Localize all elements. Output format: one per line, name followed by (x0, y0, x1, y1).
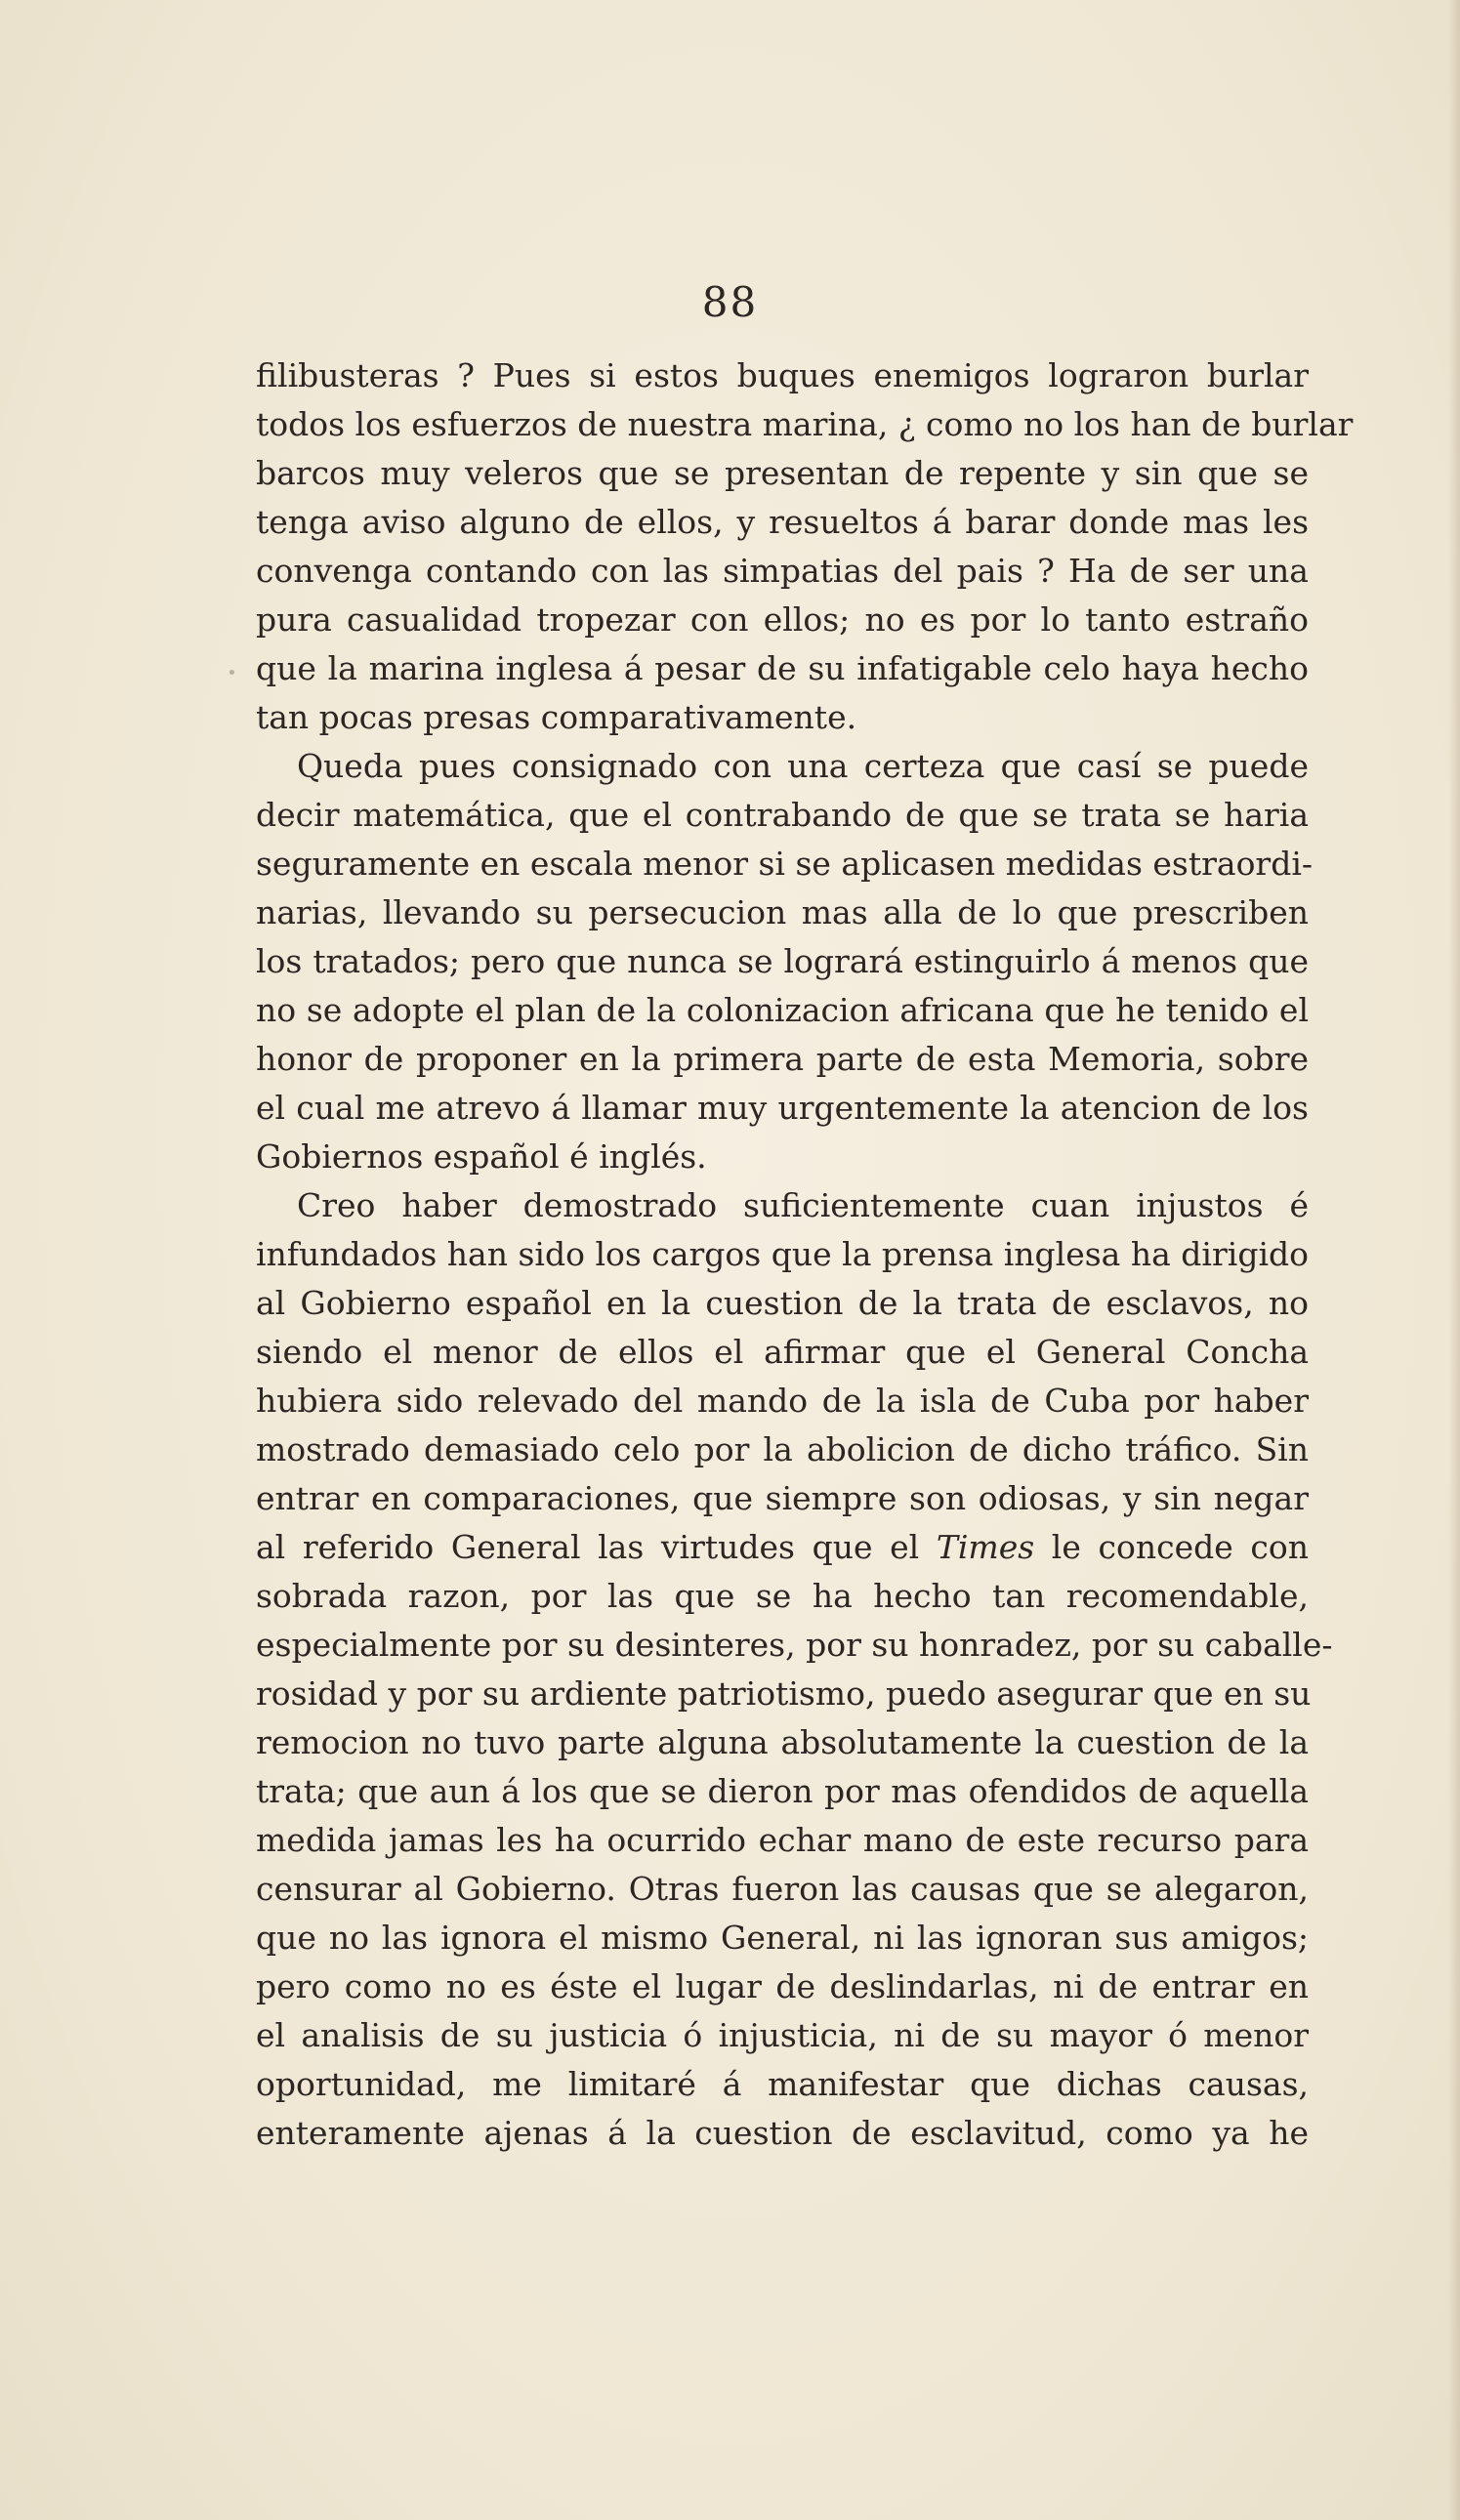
text-line: especialmente por su desinteres, por su honradez, por su caballe- (256, 1626, 1333, 1664)
text-line: barcos muy veleros que se presentan de repente y sin que se (256, 454, 1309, 492)
text-line: que la marina inglesa á pesar de su infatigable celo haya hecho (256, 649, 1309, 687)
paragraph-start-line: Queda pues consignado con una certeza que casí se puede (297, 747, 1309, 785)
text-line: el cual me atrevo á llamar muy urgentemente la atencion de los (256, 1089, 1309, 1127)
text-line: infundados han sido los cargos que la prensa inglesa ha dirigido (256, 1235, 1309, 1273)
body-text (256, 351, 1354, 2158)
text-line: decir matemática, que el contrabando de que se trata se haria (256, 796, 1309, 834)
text-line: no se adopte el plan de la colonizacion africana que he tenido el (256, 991, 1309, 1029)
text-line: trata; que aun á los que se dieron por mas ofendidos de aquella (256, 1772, 1309, 1810)
text-line: tenga aviso alguno de ellos, y resueltos á barar donde mas les (256, 503, 1309, 541)
times-newspaper-name: Times (936, 1528, 1035, 1566)
text-line: mostrado demasiado celo por la abolicion de dicho tráfico. Sin (256, 1430, 1309, 1468)
text-line: censurar al Gobierno. Otras fueron las causas que se alegaron, (256, 1870, 1309, 1908)
text-line: convenga contando con las simpatias del pais ? Ha de ser una (256, 552, 1309, 590)
text-line: rosidad y por su ardiente patriotismo, puedo asegurar que en su (256, 1674, 1312, 1713)
text-line-with-italic (256, 1523, 1309, 1572)
text-line: oportunidad, me limitaré á manifestar que dichas causas, (256, 2065, 1309, 2103)
text-line: sobrada razon, por las que se ha hecho tan recomendable, (256, 1577, 1309, 1615)
text-line: tan pocas presas comparativamente. (256, 698, 857, 736)
text-line: que no las ignora el mismo General, ni las ignoran sus amigos; (256, 1919, 1309, 1957)
page-number: 88 (701, 278, 759, 326)
text-line: pero como no es éste el lugar de deslindarlas, ni de entrar en (256, 1967, 1309, 2005)
page-edge-shadow (1448, 0, 1460, 2520)
text-line: hubiera sido relevado del mando de la isla de Cuba por haber (256, 1382, 1309, 1420)
paragraph-start-line: Creo haber demostrado suficientemente cuan injustos é (297, 1186, 1309, 1224)
margin-speck (229, 670, 234, 675)
text-line: al Gobierno español en la cuestion de la trata de esclavos, no (256, 1284, 1309, 1322)
line-part: al referido General las virtudes que el (256, 1528, 920, 1566)
text-line: Gobiernos español é inglés. (256, 1137, 707, 1176)
text-line: remocion no tuvo parte alguna absolutamente la cuestion de la (256, 1723, 1309, 1761)
text-line: medida jamas les ha ocurrido echar mano de este recurso para (256, 1821, 1309, 1859)
text-line: siendo el menor de ellos el afirmar que el General Concha (256, 1333, 1309, 1371)
text-line: narias, llevando su persecucion mas alla de lo que prescriben (256, 893, 1309, 931)
text-line: honor de proponer en la primera parte de esta Memoria, sobre (256, 1040, 1309, 1078)
text-line: filibusteras ? Pues si estos buques enemigos lograron burlar (256, 356, 1309, 394)
text-line: pura casualidad tropezar con ellos; no es por lo tanto estraño (256, 600, 1309, 639)
text-line: todos los esfuerzos de nuestra marina, ¿ como no los han de burlar (256, 405, 1354, 443)
text-line: seguramente en escala menor si se aplicasen medidas estraordi- (256, 845, 1314, 883)
text-line: enteramente ajenas á la cuestion de esclavitud, como ya he (256, 2114, 1309, 2152)
text-line: los tratados; pero que nunca se logrará estinguirlo á menos que (256, 942, 1309, 980)
line-part: le concede con (1051, 1528, 1309, 1566)
text-line: entrar en comparaciones, que siempre son odiosas, y sin negar (256, 1479, 1309, 1517)
text-line: el analisis de su justicia ó injusticia, ni de su mayor ó menor (256, 2016, 1309, 2054)
